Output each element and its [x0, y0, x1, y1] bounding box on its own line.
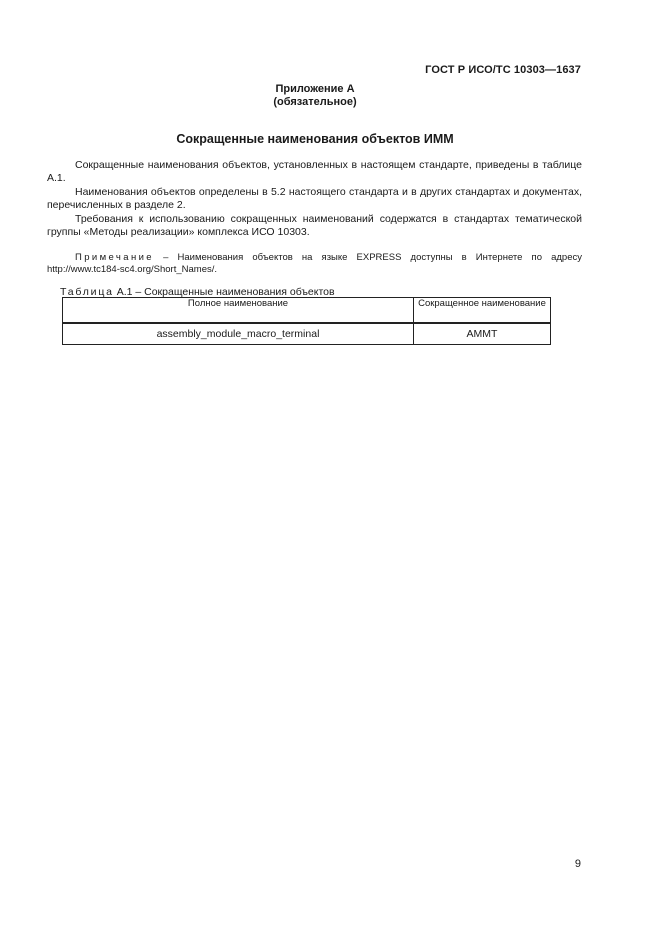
note-text: – Наименования объектов на языке EXPRESS доступны в Интернете по адресу http://www.tc184-sc4.org/Short_Names/. [47, 252, 582, 275]
annex-heading [0, 83, 630, 109]
annex-title: Приложение А [275, 83, 355, 95]
table-caption-text: А.1 – Сокращенные наименования объектов [113, 286, 335, 298]
cell-full-name: assembly_module_macro_terminal [63, 323, 414, 345]
paragraph-3: Требования к использованию сокращенных наименований содержатся в стандартах тематической группы «Методы реализации» комплекса ИСО 10303. [47, 213, 582, 238]
column-header-short-name: Сокращенное наименование [414, 298, 551, 324]
paragraph-2: Наименования объектов определены в 5.2 настоящего стандарта и в других стандартах и документах, перечисленных в разделе 2. [47, 186, 582, 211]
table-row [63, 323, 551, 345]
table-caption-label: Таблица [60, 286, 114, 298]
section-title: Сокращенные наименования объектов ИММ [176, 132, 454, 146]
annex-status: (обязательное) [273, 96, 357, 108]
note [47, 252, 582, 276]
page-number: 9 [574, 858, 581, 870]
column-header-full-name: Полное наименование [63, 298, 414, 324]
short-names-table [62, 297, 551, 345]
standard-code: ГОСТ Р ИСО/ТС 10303—1637 [425, 64, 581, 76]
cell-short-name: AMMT [414, 323, 551, 345]
table-header-row [63, 298, 551, 324]
paragraph-1: Сокращенные наименования объектов, установленных в настоящем стандарте, приведены в таблице А.1. [47, 159, 582, 184]
note-label: Примечание [75, 252, 154, 263]
